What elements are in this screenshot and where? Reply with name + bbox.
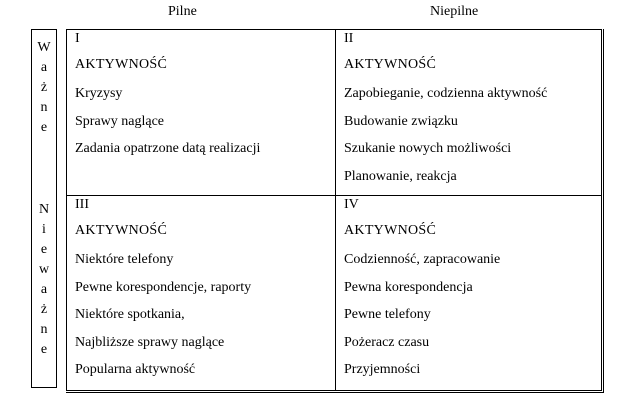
list-item: Pewne korespondencje, raporty: [75, 279, 252, 295]
list-item: Pewne telefony: [344, 307, 431, 322]
list-item: Niektóre spotkania,: [75, 307, 185, 322]
column-header-urgent: Pilne: [168, 4, 197, 19]
quadrant-list: [75, 86, 260, 169]
list-item: Planowanie, reakcja: [344, 168, 457, 184]
row-label-letter: n: [40, 322, 48, 337]
list-item: Zadania opatrzone datą realizacji: [75, 141, 261, 156]
row-label-letter: N: [38, 202, 50, 217]
row-label-letter: w: [38, 262, 50, 277]
list-item: Pewna korespondencja: [344, 279, 473, 295]
row-label-box: [31, 29, 57, 388]
quadrant-4: [336, 196, 602, 391]
quadrant-number: II: [344, 31, 354, 46]
quadrant-1: [67, 30, 336, 196]
row-label-letter: e: [40, 342, 48, 357]
quadrant-3: [67, 196, 336, 391]
column-header-not-urgent: Niepilne: [430, 4, 479, 19]
quadrant-title: AKTYWNOŚĆ: [75, 223, 168, 238]
row-label-letter: a: [40, 60, 48, 75]
quadrant-title: AKTYWNOŚĆ: [344, 223, 437, 238]
list-item: Przyjemności: [344, 362, 421, 377]
row-label-letter: W: [37, 40, 51, 55]
list-item: Kryzysy: [75, 86, 123, 101]
row-label-letter: i: [42, 222, 46, 237]
list-item: Niektóre telefony: [75, 252, 174, 267]
list-item: Sprawy naglące: [75, 113, 165, 129]
list-item: Popularna aktywność: [75, 362, 196, 377]
quadrant-list: [75, 252, 251, 390]
row-label-important: [32, 38, 56, 138]
row-label-letter: ż: [40, 302, 48, 317]
row-label-letter: e: [40, 120, 48, 135]
quadrant-title: AKTYWNOŚĆ: [75, 57, 168, 72]
quadrant-2: [336, 30, 602, 196]
row-label-not-important: [32, 200, 56, 360]
list-item: Zapobieganie, codzienna aktywność: [344, 86, 548, 101]
list-item: Najbliższe sprawy naglące: [75, 334, 225, 350]
row-label-letter: n: [40, 100, 48, 115]
quadrant-title: AKTYWNOŚĆ: [344, 57, 437, 72]
list-item: Codzienność, zapracowanie: [344, 252, 501, 267]
quadrant-list: [344, 86, 547, 196]
quadrant-number: III: [75, 197, 89, 212]
list-item: Szukanie nowych możliwości: [344, 141, 512, 156]
list-item: Pożeracz czasu: [344, 334, 430, 350]
priority-matrix: [66, 29, 602, 391]
quadrant-number: I: [75, 31, 80, 46]
list-item: Budowanie związku: [344, 113, 458, 129]
quadrant-number: IV: [344, 197, 359, 212]
row-label-letter: ż: [40, 80, 48, 95]
row-label-letter: a: [40, 282, 48, 297]
row-label-letter: e: [40, 242, 48, 257]
quadrant-list: [344, 252, 500, 390]
